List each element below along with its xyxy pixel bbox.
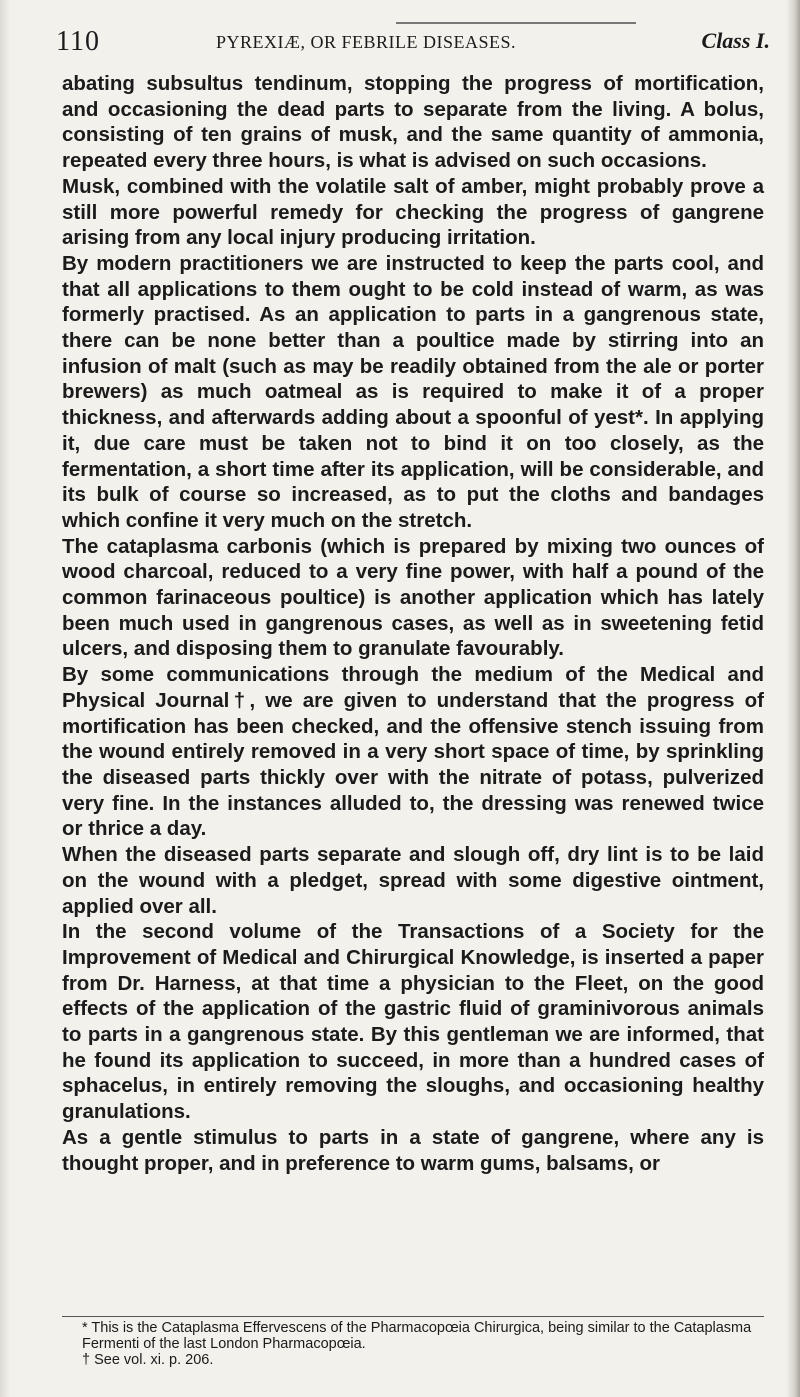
- header-rule: [396, 22, 636, 24]
- page-number: 110: [56, 26, 100, 57]
- paragraph: As a gentle stimulus to parts in a state of gangrene, where any is thought proper, and in preference to warm gums, balsams, or: [62, 1125, 764, 1175]
- running-head: PYREXIÆ, OR FEBRILE DISEASES.: [216, 32, 517, 52]
- paragraph: By some communications through the medium of the Medical and Physical Journal†, we are given to understand that the progress of mortification has been checked, and the offensive stench issuing from the wound entirely removed in a very short space of time, by sprinkling the diseased parts thickly over with the nitrate of potass, pulverized very fine. In the instances alluded to, the dressing was renewed twice or thrice a day.: [62, 663, 764, 841]
- footnotes: [62, 1320, 764, 1368]
- page-gutter-shadow: [786, 0, 800, 1397]
- paragraph: By modern practitioners we are instructed to keep the parts cool, and that all applications to them ought to be cold instead of warm, as was formerly practised. As an application to parts in a gangrenous state, there can be none better than a poultice made by stirring into an infusion of malt (such as may be readily obtained from the ale or porter brewers) as much oatmeal as is required to make it of a proper thickness, and afterwards adding about a spoonful of yest*. In applying it, due care must be taken not to bind it on too closely, as the fermentation, a short time after its application, will be considerable, and its bulk of course so increased, as to put the cloths and bandages which confine it very much on the stretch.: [62, 251, 764, 532]
- body-text: [62, 71, 764, 1176]
- footnote: * This is the Cataplasma Effervescens of the Pharmacopœia Chirurgica, being similar to the Cataplasma Fermenti of the last London Pharmacopœia.: [82, 1320, 752, 1352]
- footnote-rule: [62, 1316, 764, 1317]
- page-left-shadow: [0, 0, 10, 1397]
- paragraph: Musk, combined with the volatile salt of amber, might probably prove a still more powerful remedy for checking the progress of gangrene arising from any local injury producing irritation.: [62, 174, 764, 250]
- paragraph: The cataplasma carbonis (which is prepared by mixing two ounces of wood charcoal, reduced to a very fine power, with half a pound of the common farinaceous poultice) is another application which has lately been much used in gangrenous cases, as well as in sweetening fetid ulcers, and disposing them to granulate favourably.: [62, 534, 764, 661]
- class-label: Class I.: [701, 28, 770, 53]
- paragraph: When the diseased parts separate and slough off, dry lint is to be laid on the wound with a pledget, spread with some digestive ointment, applied over all.: [62, 843, 764, 918]
- paragraph: In the second volume of the Transactions of a Society for the Improvement of Medical and Chirurgical Knowledge, is inserted a paper from Dr. Harness, at that time a physician to the Fleet, on the good effects of the application of the gastric fluid of graminivorous animals to parts in a gangrenous state. By this gentleman we are informed, that he found its application to succeed, in more than a hundred cases of sphacelus, in entirely removing the sloughs, and occasioning healthy granulations.: [62, 920, 764, 1124]
- page-header: [56, 22, 774, 58]
- paragraph: abating subsultus tendinum, stopping the progress of mortification, and occasioning the dead parts to separate from the living. A bolus, consisting of ten grains of musk, and the same quantity of ammonia, repeated every three hours, is what is advised on such occasions.: [62, 72, 764, 173]
- footnote: † See vol. xi. p. 206.: [82, 1352, 214, 1368]
